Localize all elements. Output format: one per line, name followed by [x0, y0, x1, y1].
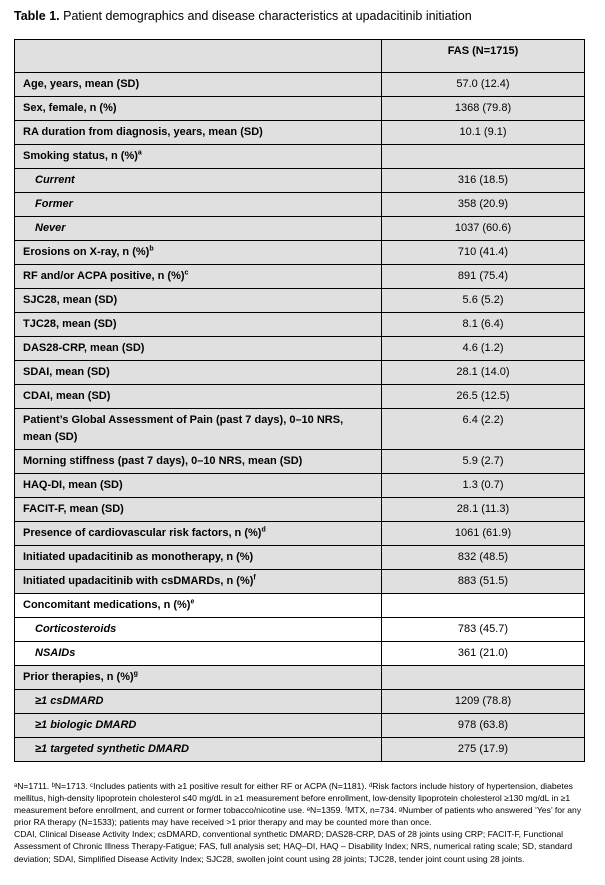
table-row — [15, 145, 585, 169]
row-label — [15, 217, 382, 241]
row-label — [15, 289, 382, 313]
row-label — [15, 193, 382, 217]
table-row — [15, 642, 585, 666]
table-number: Table 1. — [14, 9, 60, 23]
row-label — [15, 241, 382, 265]
row-label-text: Initiated upadacitinib as monotherapy, n (%) — [23, 551, 254, 563]
table-row — [15, 313, 585, 337]
row-label-text: ≥1 csDMARD — [35, 695, 104, 707]
table-row — [15, 690, 585, 714]
row-label-text: Prior therapies, n (%) — [23, 671, 134, 683]
row-label — [15, 169, 382, 193]
row-label-text: FACIT-F, mean (SD) — [23, 503, 124, 515]
row-value: 275 (17.9) — [382, 738, 585, 762]
row-value: 316 (18.5) — [382, 169, 585, 193]
row-value: 361 (21.0) — [382, 642, 585, 666]
footnote-marker: a — [137, 149, 142, 157]
row-label — [15, 642, 382, 666]
row-label-text: Age, years, mean (SD) — [23, 78, 140, 90]
footnote-marker: f — [253, 574, 256, 582]
row-label — [15, 714, 382, 738]
row-value: 358 (20.9) — [382, 193, 585, 217]
row-label-text: SJC28, mean (SD) — [23, 294, 118, 306]
row-value: 1368 (79.8) — [382, 97, 585, 121]
table-row — [15, 594, 585, 618]
row-label-text: Presence of cardiovascular risk factors, n (%) — [23, 527, 262, 539]
row-label-text: ≥1 biologic DMARD — [35, 719, 137, 731]
row-value: 1.3 (0.7) — [382, 474, 585, 498]
row-value: 5.6 (5.2) — [382, 289, 585, 313]
row-label-text: Morning stiffness (past 7 days), 0–10 NRS, mean (SD) — [23, 455, 303, 467]
row-label-text: RF and/or ACPA positive, n (%) — [23, 270, 185, 282]
row-label — [15, 409, 382, 450]
table-row — [15, 121, 585, 145]
row-value: 978 (63.8) — [382, 714, 585, 738]
row-label-text: Corticosteroids — [35, 623, 117, 635]
row-value: 10.1 (9.1) — [382, 121, 585, 145]
row-value: 710 (41.4) — [382, 241, 585, 265]
row-label — [15, 337, 382, 361]
row-label-text: Never — [35, 222, 66, 234]
row-label-text: Sex, female, n (%) — [23, 102, 117, 114]
table-row — [15, 522, 585, 546]
row-value: 28.1 (14.0) — [382, 361, 585, 385]
table-row — [15, 546, 585, 570]
row-label-text: NSAIDs — [35, 647, 76, 659]
row-label — [15, 97, 382, 121]
row-label — [15, 121, 382, 145]
table-row — [15, 97, 585, 121]
row-value: 1061 (61.9) — [382, 522, 585, 546]
row-label-text: HAQ-DI, mean (SD) — [23, 479, 123, 491]
table-title — [14, 9, 472, 23]
table-row — [15, 289, 585, 313]
row-label — [15, 385, 382, 409]
table-header-row — [15, 40, 585, 73]
row-label — [15, 594, 382, 618]
row-label-text: RA duration from diagnosis, years, mean (SD) — [23, 126, 263, 138]
row-value: 57.0 (12.4) — [382, 73, 585, 97]
footnote-marker: c — [184, 269, 189, 277]
row-label — [15, 265, 382, 289]
header-column-fas: FAS (N=1715) — [382, 40, 585, 73]
table-row — [15, 385, 585, 409]
row-label — [15, 546, 382, 570]
row-label — [15, 738, 382, 762]
footnote-marker: b — [149, 245, 154, 253]
table-row — [15, 217, 585, 241]
table-row — [15, 450, 585, 474]
row-label — [15, 522, 382, 546]
row-label — [15, 73, 382, 97]
row-value — [382, 666, 585, 690]
table-row — [15, 193, 585, 217]
row-label-text: Initiated upadacitinib with csDMARDs, n (%) — [23, 575, 254, 587]
row-label — [15, 145, 382, 169]
row-value: 891 (75.4) — [382, 265, 585, 289]
demographics-table — [14, 39, 585, 762]
row-label — [15, 618, 382, 642]
row-label — [15, 666, 382, 690]
row-label-text: CDAI, mean (SD) — [23, 390, 111, 402]
row-label — [15, 690, 382, 714]
table-row — [15, 498, 585, 522]
row-label-text: Smoking status, n (%) — [23, 150, 138, 162]
row-label-text: Erosions on X-ray, n (%) — [23, 246, 150, 258]
row-label — [15, 474, 382, 498]
row-label-text: SDAI, mean (SD) — [23, 366, 110, 378]
table-row — [15, 361, 585, 385]
row-label — [15, 498, 382, 522]
row-label — [15, 361, 382, 385]
row-value: 8.1 (6.4) — [382, 313, 585, 337]
row-label-text: TJC28, mean (SD) — [23, 318, 117, 330]
row-value — [382, 145, 585, 169]
table-row — [15, 409, 585, 450]
table-row — [15, 169, 585, 193]
row-value: 1037 (60.6) — [382, 217, 585, 241]
row-label-text: Current — [35, 174, 75, 186]
table-row — [15, 474, 585, 498]
table-footnotes — [14, 780, 589, 865]
table-row — [15, 337, 585, 361]
table-row — [15, 241, 585, 265]
row-label-text: Concomitant medications, n (%) — [23, 599, 191, 611]
table-row — [15, 738, 585, 762]
row-value: 28.1 (11.3) — [382, 498, 585, 522]
footnote-marker: d — [261, 526, 266, 534]
row-value: 883 (51.5) — [382, 570, 585, 594]
row-label-text: Patient’s Global Assessment of Pain (past 7 days), 0–10 NRS, mean (SD) — [23, 414, 344, 443]
table-row — [15, 714, 585, 738]
table-row — [15, 666, 585, 690]
row-label — [15, 450, 382, 474]
table-row — [15, 265, 585, 289]
row-value: 6.4 (2.2) — [382, 409, 585, 450]
row-label — [15, 570, 382, 594]
row-label — [15, 313, 382, 337]
row-value — [382, 594, 585, 618]
row-label-text: Former — [35, 198, 73, 210]
row-value: 832 (48.5) — [382, 546, 585, 570]
footnote-marker: e — [190, 598, 195, 606]
footnote-marker: g — [133, 670, 138, 678]
table-caption: Patient demographics and disease characteristics at upadacitinib initiation — [63, 9, 472, 23]
abbreviations-text: CDAI, Clinical Disease Activity Index; csDMARD, conventional synthetic DMARD; DAS28-CRP, DAS of 28 joints using CRP; FACIT-F, Functional Assessment of Chronic Illness Therapy-Fatigue; FAS, full analysis set; HAQ–DI, HAQ – Disability Index; NRS, numerical rating scale; SD, standard deviation; SDAI, Simplified Disease Activity Index; SJC28, swollen joint count using 28 joints; TJC28, tender joint count using 28 joints. — [14, 829, 573, 864]
row-value: 783 (45.7) — [382, 618, 585, 642]
row-value: 26.5 (12.5) — [382, 385, 585, 409]
row-label-text: DAS28-CRP, mean (SD) — [23, 342, 145, 354]
table-row — [15, 73, 585, 97]
row-label-text: ≥1 targeted synthetic DMARD — [35, 743, 189, 755]
footnote-text: ᵃN=1711. ᵇN=1713. ᶜIncludes patients with ≥1 positive result for either RF or ACPA (N=1181). ᵈRisk factors include history of hypertension, diabetes mellitus, high-density lipoprotein cholesterol ≤40 mg/dL in ≥1 measurement before enrollment, low-density lipoprotein cholesterol ≥130 mg/dL in ≥1 measurement before enrollment, and current or former tobacco/nicotine use. ᵉN=1359. ᶠMTX, n=734. ᵍNumber of patients who answered ‘Yes’ for any prior RA therapy (N=1533); patients may have received >1 prior therapy and may be counted more than once. — [14, 781, 582, 828]
row-value: 4.6 (1.2) — [382, 337, 585, 361]
table-row — [15, 570, 585, 594]
table-row — [15, 618, 585, 642]
row-value: 1209 (78.8) — [382, 690, 585, 714]
row-value: 5.9 (2.7) — [382, 450, 585, 474]
header-blank-cell — [15, 40, 382, 73]
